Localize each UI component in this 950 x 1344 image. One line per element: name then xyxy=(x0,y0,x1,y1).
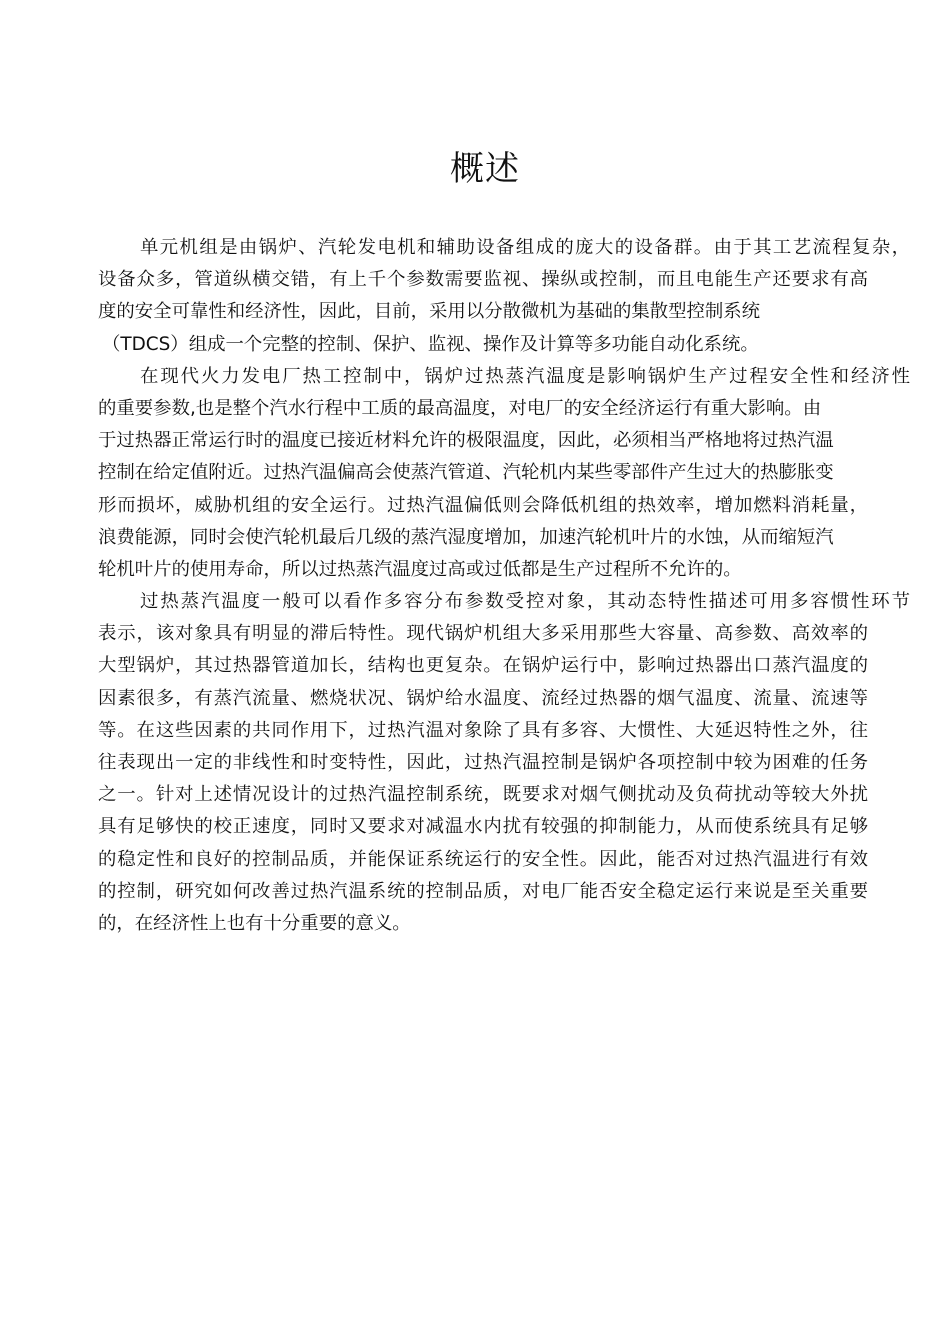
text-line: 因素很多，有蒸汽流量、燃烧状况、锅炉给水温度、流经过热器的烟气温度、流量、流速等 xyxy=(98,687,868,709)
text-line: 设备众多，管道纵横交错，有上千个参数需要监视、操纵或控制，而且电能生产还要求有高 xyxy=(98,269,868,291)
text-line: 表示，该对象具有明显的滞后特性。现代锅炉机组大多采用那些大容量、高参数、高效率的 xyxy=(98,623,868,645)
paragraph-2 xyxy=(98,361,910,586)
text-line: 的重要参数,也是整个汽水行程中工质的最高温度，对电厂的安全经济运行有重大影响。由 xyxy=(98,397,822,419)
paragraph-3 xyxy=(98,586,910,940)
paragraph-1 xyxy=(98,232,910,361)
text-line: 的稳定性和良好的控制品质，并能保证系统运行的安全性。因此，能否对过热汽温进行有效 xyxy=(98,848,868,870)
text-line: 的控制，研究如何改善过热汽温系统的控制品质，对电厂能否安全稳定运行来说是至关重要 xyxy=(98,880,868,902)
text-line: 往表现出一定的非线性和时变特性，因此，过热汽温控制是锅炉各项控制中较为困难的任务 xyxy=(98,752,868,773)
text-line: 的，在经济性上也有十分重要的意义。 xyxy=(98,912,411,934)
text-line: （TDCS）组成一个完整的控制、保护、监视、操作及计算等多功能自动化系统。 xyxy=(102,333,759,355)
text-line: 控制在给定值附近。过热汽温偏高会使蒸汽管道、汽轮机内某些零部件产生过大的热膨胀变 xyxy=(98,462,834,484)
text-line: 具有足够快的校正速度，同时又要求对减温水内扰有较强的抑制能力，从而使系统具有足够 xyxy=(98,816,868,838)
page-title: 概述 xyxy=(450,149,520,189)
text-line: 大型锅炉，其过热器管道加长，结构也更复杂。在锅炉运行中，影响过热器出口蒸汽温度的 xyxy=(98,655,868,677)
text-line: 过热蒸汽温度一般可以看作多容分布参数受控对象，其动态特性描述可用多容惯性环节 xyxy=(140,591,910,613)
text-line: 形而损坏，威胁机组的安全运行。过热汽温偏低则会降低机组的热效率，增加燃料消耗量， xyxy=(98,494,868,516)
text-line: 单元机组是由锅炉、汽轮发电机和辅助设备组成的庞大的设备群。由于其工艺流程复杂， xyxy=(140,237,910,258)
text-line: 在现代火力发电厂热工控制中，锅炉过热蒸汽温度是影响锅炉生产过程安全性和经济性 xyxy=(140,365,910,387)
text-line: 等。在这些因素的共同作用下，过热汽温对象除了具有多容、大惯性、大延迟特性之外，往 xyxy=(98,719,868,741)
text-line: 于过热器正常运行时的温度已接近材料允许的极限温度，因此，必须相当严格地将过热汽温 xyxy=(98,430,834,452)
document-body xyxy=(98,232,910,940)
text-line: 轮机叶片的使用寿命，所以过热蒸汽温度过高或过低都是生产过程所不允许的。 xyxy=(98,558,742,580)
text-line: 之一。针对上述情况设计的过热汽温控制系统，既要求对烟气侧扰动及负荷扰动等较大外扰 xyxy=(98,784,868,806)
text-line: 浪费能源，同时会使汽轮机最后几级的蒸汽湿度增加，加速汽轮机叶片的水蚀，从而缩短汽 xyxy=(98,526,834,548)
text-line: 度的安全可靠性和经济性，因此，目前，采用以分散微机为基础的集散型控制系统 xyxy=(98,301,761,323)
